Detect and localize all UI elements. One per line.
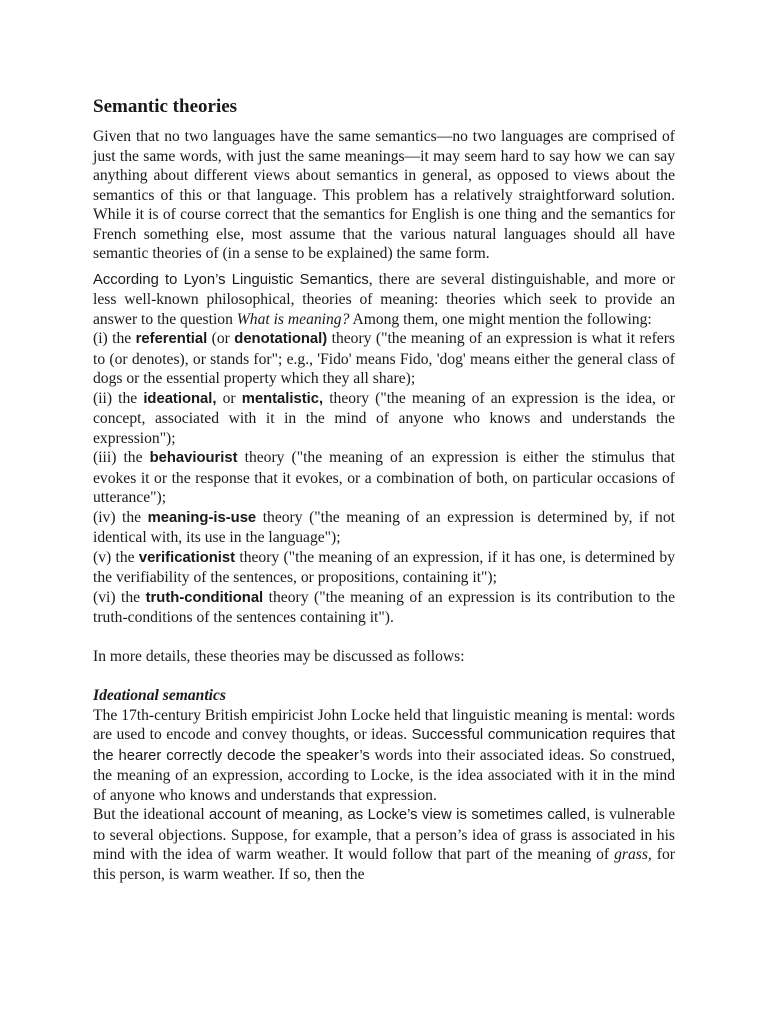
ideational-paragraph-1 xyxy=(93,706,675,806)
ideational-paragraph-2 xyxy=(93,805,675,884)
theory-term: behaviourist xyxy=(149,450,238,466)
lyons-intro-paragraph xyxy=(93,270,675,330)
theory-description: theory ("the meaning of an expression is determined by, if not identical with, its use in the language"); xyxy=(93,508,675,546)
theory-prefix: (iv) the xyxy=(93,508,148,526)
theories-list xyxy=(93,329,675,628)
ideational-p2-text-end: for this person, is warm weather. If so, then the xyxy=(93,846,675,883)
ideational-p2-text: But the ideational xyxy=(93,806,209,823)
theory-item-behaviourist xyxy=(93,448,675,508)
theory-item-referential xyxy=(93,329,675,389)
ideational-p1-text: The 17th-century British empiricist John Locke held that linguistic meaning is mental: words are used to encode and convey thoughts, or ideas. xyxy=(93,706,675,743)
ideational-p1-text-continued: words into their associated ideas. So construed, the meaning of an expression, according to Locke, is the idea associated with it in the mind of anyone who knows and understands that expression. xyxy=(93,746,675,804)
theory-prefix: (iii) the xyxy=(93,449,150,466)
theory-term: verificationist xyxy=(138,549,236,566)
theory-item-meaning-is-use xyxy=(93,508,675,548)
theory-prefix: (vi) the xyxy=(93,588,146,606)
theory-description: theory ("the meaning of an expression is either the stimulus that evokes it or the response that it evokes, or a combination of both, on particular occasions of utterance"); xyxy=(93,449,675,506)
theory-prefix: (ii) the xyxy=(93,389,144,407)
document-body xyxy=(93,95,675,884)
intro-paragraph: Given that no two languages have the same semantics—no two languages are comprised of just the same words, with just the same meanings—it may seem hard to say how we can say anything about different views about semantics in general, as opposed to views about the semantics of this or that language. This problem has a relatively straightforward solution. While it is of course correct that the semantics for English is one thing and the semantics for French something else, most assume that the various natural languages should all have semantic theories of (in a sense to be explained) the same form. xyxy=(93,128,675,262)
theory-term: ideational, xyxy=(143,390,217,407)
paragraph-spacer xyxy=(93,667,675,687)
theory-description: theory ("the meaning of an expression, if it has one, is determined by the verifiability of the sentences, or propositions, containing it"); xyxy=(93,548,675,586)
ideational-p1-sans-text: Successful communication requires that the hearer correctly decode the speaker’s xyxy=(93,727,675,764)
ideational-p2-sans-text: account of meaning, as Locke’s view is sometimes called, xyxy=(208,807,591,823)
theory-prefix: (i) the xyxy=(93,330,136,347)
paragraph-spacer xyxy=(93,628,675,648)
theory-description: theory ("the meaning of an expression is its contribution to the truth-conditions of the sentences containing it"). xyxy=(93,588,675,626)
theory-term-2: denotational) xyxy=(234,331,328,347)
ideational-p2-text-continued: is vulnerable to several objections. Suppose, for example, that a person’s idea of grass is associated in his mind with the idea of warm weather. It would follow that part of the meaning of xyxy=(93,806,675,863)
theory-item-truth-conditional xyxy=(93,588,675,628)
theory-prefix: (v) the xyxy=(93,548,139,566)
theory-item-ideational xyxy=(93,389,675,449)
theory-item-verificationist xyxy=(93,548,675,588)
theory-description: theory ("the meaning of an expression is what it refers to (or denotes), or stands for"; e.g., 'Fido' means Fido, 'dog' means either the general class of dogs or the essential property which they all share); xyxy=(93,330,675,387)
lyons-text-after: Among them, one might mention the following: xyxy=(349,310,652,328)
page-title: Semantic theories xyxy=(93,96,238,117)
theory-term: referential xyxy=(135,331,208,347)
lyons-text-before: , there are several distinguishable, and more or less well-known philosophical, theories of meaning: theories which seek to provide an answer to the question xyxy=(93,270,675,328)
section-heading-ideational: Ideational semantics xyxy=(93,687,226,704)
theory-middle: or xyxy=(216,389,242,407)
lyons-question: What is meaning? xyxy=(236,310,350,328)
theory-term-2: mentalistic, xyxy=(241,390,324,407)
more-details-paragraph: In more details, these theories may be discussed as follows: xyxy=(93,648,465,665)
theory-middle: (or xyxy=(207,330,235,347)
theory-term: truth-conditional xyxy=(145,589,264,606)
ideational-p2-grass-term: grass, xyxy=(614,846,652,863)
lyons-source: According to Lyon’s Linguistic Semantics xyxy=(93,271,369,288)
theory-term: meaning-is-use xyxy=(147,509,257,526)
theory-description: theory ("the meaning of an expression is the idea, or concept, associated with it in the mind of anyone who knows and understands the expression"); xyxy=(93,389,675,447)
